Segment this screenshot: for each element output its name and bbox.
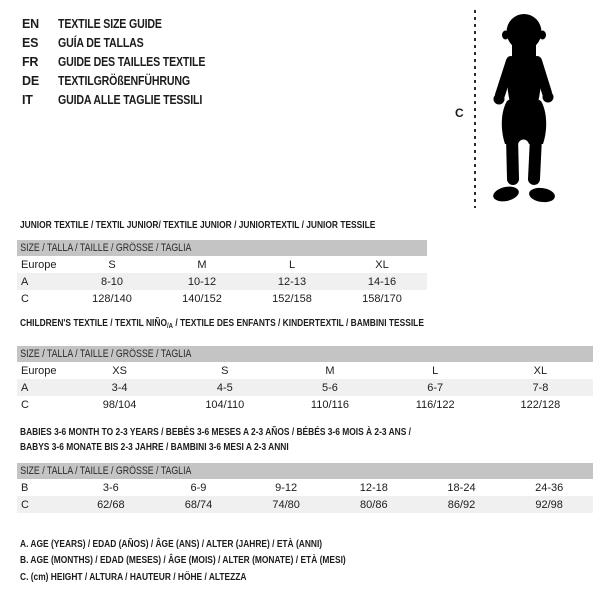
row-label: C (21, 398, 29, 411)
size-cell: M (197, 258, 207, 271)
height-cell: 152/158 (272, 292, 312, 305)
size-cell: XL (375, 258, 389, 271)
table-row-height-cm (17, 290, 427, 307)
size-header-label: SIZE / TALLA / TAILLE / GRÖSSE / TAGLIA (20, 242, 192, 254)
babies-size-table (17, 463, 593, 513)
language-code: FR (22, 54, 39, 69)
height-cell: 62/68 (97, 498, 125, 511)
children-table-title: CHILDREN'S TEXTILE / TEXTIL $NIÑO_{/A}$ / TEXTILE DES ENFANTS / KINDERTEXTIL / BAMBINI TESSILE (20, 317, 424, 330)
height-cell: 122/128 (520, 398, 561, 411)
size-cell: XS (112, 364, 127, 377)
size-header-label: SIZE / TALLA / TAILLE / GRÖSSE / TAGLIA (20, 348, 192, 360)
height-cell: 116/122 (415, 398, 455, 411)
age-cell: 7-8 (532, 381, 549, 394)
row-label: A (21, 381, 29, 394)
age-cell: 18-24 (447, 481, 476, 494)
figure-height-label: C (455, 106, 464, 120)
age-cell: 8-10 (100, 275, 124, 288)
size-cell: L (288, 258, 296, 271)
guide-title-en: TEXTILE SIZE GUIDE (58, 17, 162, 32)
language-title-list (22, 15, 231, 109)
language-row-de (22, 71, 231, 90)
age-cell: 12-13 (277, 275, 307, 288)
table-row-height-cm (17, 496, 593, 513)
age-cell: 3-4 (111, 381, 128, 394)
age-cell: 6-7 (427, 381, 444, 394)
size-cell: L (432, 364, 439, 377)
guide-title-it: GUIDA ALLE TAGLIE TESSILI (58, 92, 203, 107)
table-row-height-cm (17, 396, 593, 413)
guide-title-es: GUÍA DE TALLAS (58, 36, 144, 51)
table-row-age-months (17, 479, 593, 496)
row-label: A (21, 275, 29, 288)
size-header-bar (17, 463, 593, 479)
babies-table-title: BABIES 3-6 MONTH TO 2-3 YEARS / BEBÉS 3-6 MESES A 2-3 AÑOS / BÉBÉS 3-6 MOIS À 2-3 ANS / BABYS 3-6 MONATE BIS 2-3 JAHRE / BAMBINI 3-6 MESI A 2-3 ANNI (20, 426, 412, 453)
height-cell: 80/86 (360, 498, 388, 511)
guide-title-de: TEXTILGRÖßENFÜHRUNG (58, 73, 190, 88)
height-cell: 104/110 (205, 398, 245, 411)
language-row-it (22, 90, 231, 109)
size-cell: XL (533, 364, 548, 377)
row-label: C (21, 292, 29, 305)
age-cell: 10-12 (187, 275, 217, 288)
row-label: Europe (21, 364, 57, 377)
height-dotted-line (474, 10, 476, 208)
height-cell: 140/152 (182, 292, 222, 305)
junior-size-table (17, 240, 427, 307)
age-cell: 5-6 (322, 381, 338, 394)
language-row-es (22, 34, 231, 53)
table-row-age-years (17, 379, 593, 396)
toddler-silhouette-icon (482, 11, 566, 207)
table-row-age-years (17, 273, 427, 290)
age-cell: 24-36 (535, 481, 564, 494)
height-cell: 92/98 (535, 498, 563, 511)
height-cell: 110/116 (310, 398, 350, 411)
language-code: ES (22, 36, 39, 51)
language-code: DE (22, 73, 39, 88)
age-cell: 12-18 (359, 481, 388, 494)
table-row-europe (17, 362, 593, 379)
footnote-b: B. AGE (MONTHS) / EDAD (MESES) / ÂGE (MOIS) / ALTER (MONATE) / ETÀ (MESI) (20, 554, 346, 567)
language-row-en (22, 15, 231, 34)
age-cell: 14-16 (367, 275, 397, 288)
row-label: Europe (21, 258, 57, 271)
age-cell: 4-5 (216, 381, 233, 394)
junior-table-title: JUNIOR TEXTILE / TEXTIL JUNIOR/ TEXTILE JUNIOR / JUNIORTEXTIL / JUNIOR TESSILE (20, 219, 376, 231)
height-cell: 68/74 (184, 498, 213, 511)
size-header-bar (17, 240, 427, 256)
row-label: C (21, 498, 29, 511)
table-row-europe (17, 256, 427, 273)
height-cell: 158/170 (362, 292, 402, 305)
language-code: EN (22, 17, 39, 32)
age-cell: 3-6 (102, 481, 119, 494)
footnote-c: C. (cm) HEIGHT / ALTURA / HAUTEUR / HÖHE / ALTEZZA (20, 570, 247, 583)
row-label: B (21, 481, 29, 494)
size-cell: S (221, 364, 229, 377)
footnote-a: A. AGE (YEARS) / EDAD (AÑOS) / ÂGE (ANS) / ALTER (JAHRE) / ETÀ (ANNI) (20, 538, 323, 550)
height-cell: 74/80 (272, 498, 300, 511)
legend-footnotes (20, 538, 427, 587)
guide-title-fr: GUIDE DES TAILLES TEXTILE (58, 54, 206, 69)
size-cell: S (108, 258, 116, 271)
size-header-bar (17, 346, 593, 362)
age-cell: 6-9 (190, 481, 207, 494)
size-header-label: SIZE / TALLA / TAILLE / GRÖSSE / TAGLIA (20, 465, 192, 477)
size-cell: M (325, 364, 335, 377)
height-cell: 86/92 (447, 498, 476, 511)
children-size-table (17, 346, 593, 413)
nino-a-subscript: /A (166, 321, 173, 330)
language-row-fr (22, 53, 231, 72)
language-code: IT (22, 92, 33, 107)
age-cell: 9-12 (275, 481, 298, 494)
height-cell: 98/104 (102, 398, 137, 411)
height-cell: 128/140 (92, 292, 132, 305)
